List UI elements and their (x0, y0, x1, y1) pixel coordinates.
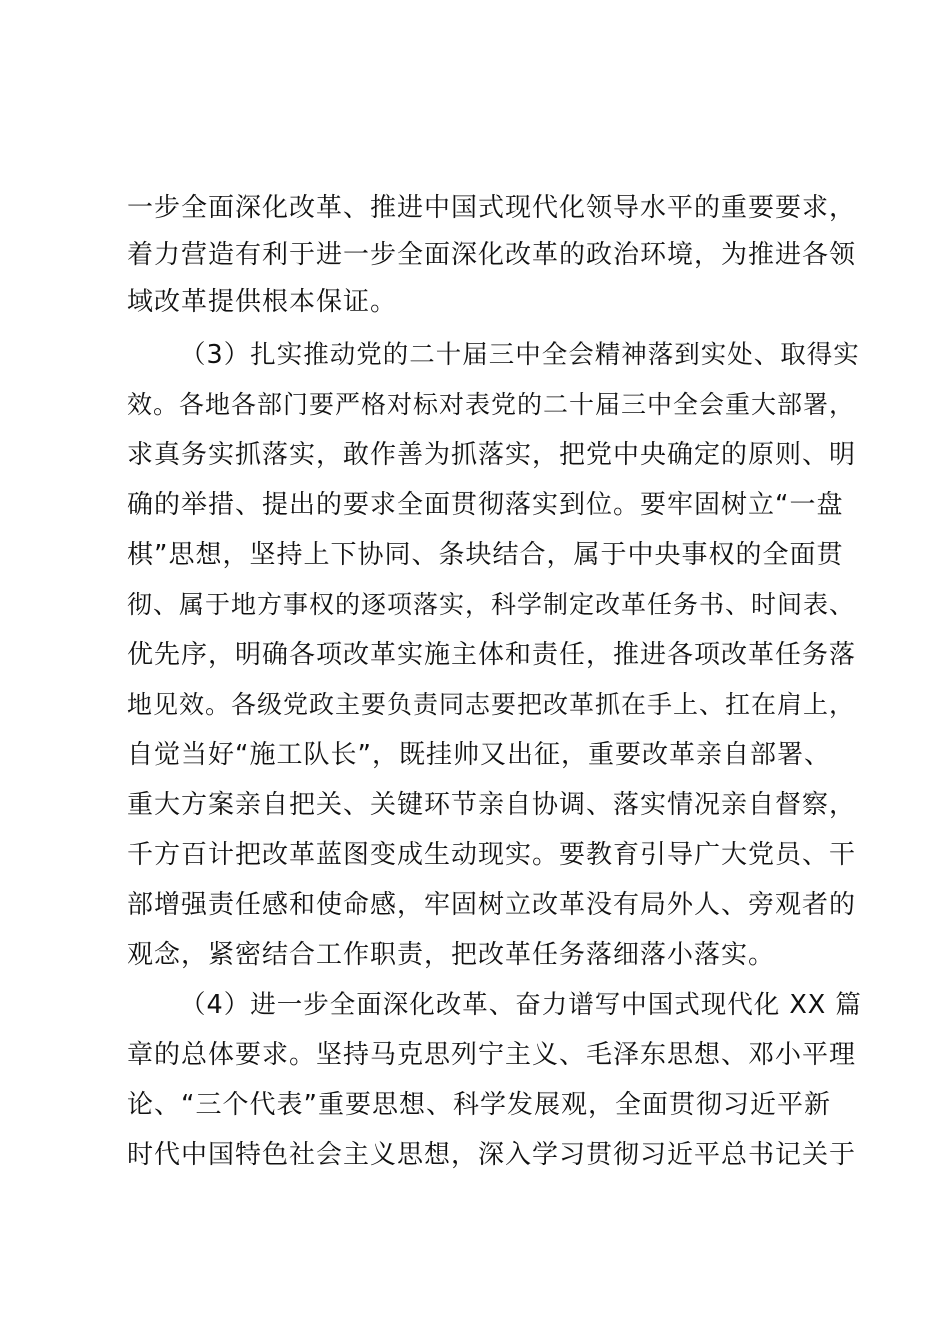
text-line: 部增强责任感和使命感，牢固树立改革没有局外人、旁观者的 (127, 890, 857, 920)
text-line: 一步全面深化改革、推进中国式现代化领导水平的重要要求， (127, 193, 857, 223)
text-line: 观念，紧密结合工作职责，把改革任务落细落小落实。 (127, 940, 776, 970)
text-line: 彻、属于地方事权的逐项落实，科学制定改革任务书、时间表、 (127, 590, 856, 619)
text-line: 重大方案亲自把关、关键环节亲自协调、落实情况亲自督察， (127, 790, 857, 820)
text-line: 优先序，明确各项改革实施主体和责任，推进各项改革任务落 (127, 640, 857, 670)
paragraph-3-first-line: （3）扎实推动党的二十届三中全会精神落到实处、取得实 (180, 340, 860, 370)
text-line: 章的总体要求。坚持马克思列宁主义、毛泽东思想、邓小平理 (127, 1040, 857, 1070)
text-line: 论、“三个代表”重要思想、科学发展观，全面贯彻习近平新 (127, 1090, 831, 1120)
text-line: 千方百计把改革蓝图变成生动现实。要教育引导广大党员、干 (127, 840, 857, 870)
text-line: 时代中国特色社会主义思想，深入学习贯彻习近平总书记关于 (127, 1140, 857, 1170)
text-line: 地见效。各级党政主要负责同志要把改革抓在手上、扛在肩上， (127, 690, 856, 719)
text-line: 棋”思想，坚持上下协同、条块结合，属于中央事权的全面贯 (127, 540, 844, 570)
text-line: 域改革提供根本保证。 (127, 287, 398, 317)
paragraph-4-first-line: （4）进一步全面深化改革、奋力谱写中国式现代化 XX 篇 (180, 990, 862, 1020)
text-line: 求真务实抓落实，敢作善为抓落实，把党中央确定的原则、明 (127, 440, 857, 470)
text-line: 效。各地各部门要严格对标对表党的二十届三中全会重大部署， (127, 390, 856, 419)
text-line: 着力营造有利于进一步全面深化改革的政治环境，为推进各领 (127, 240, 857, 270)
text-line: 确的举措、提出的要求全面贯彻落实到位。要牢固树立“一盘 (127, 490, 844, 520)
text-line: 自觉当好“施工队长”，既挂帅又出征，重要改革亲自部署、 (127, 740, 831, 770)
